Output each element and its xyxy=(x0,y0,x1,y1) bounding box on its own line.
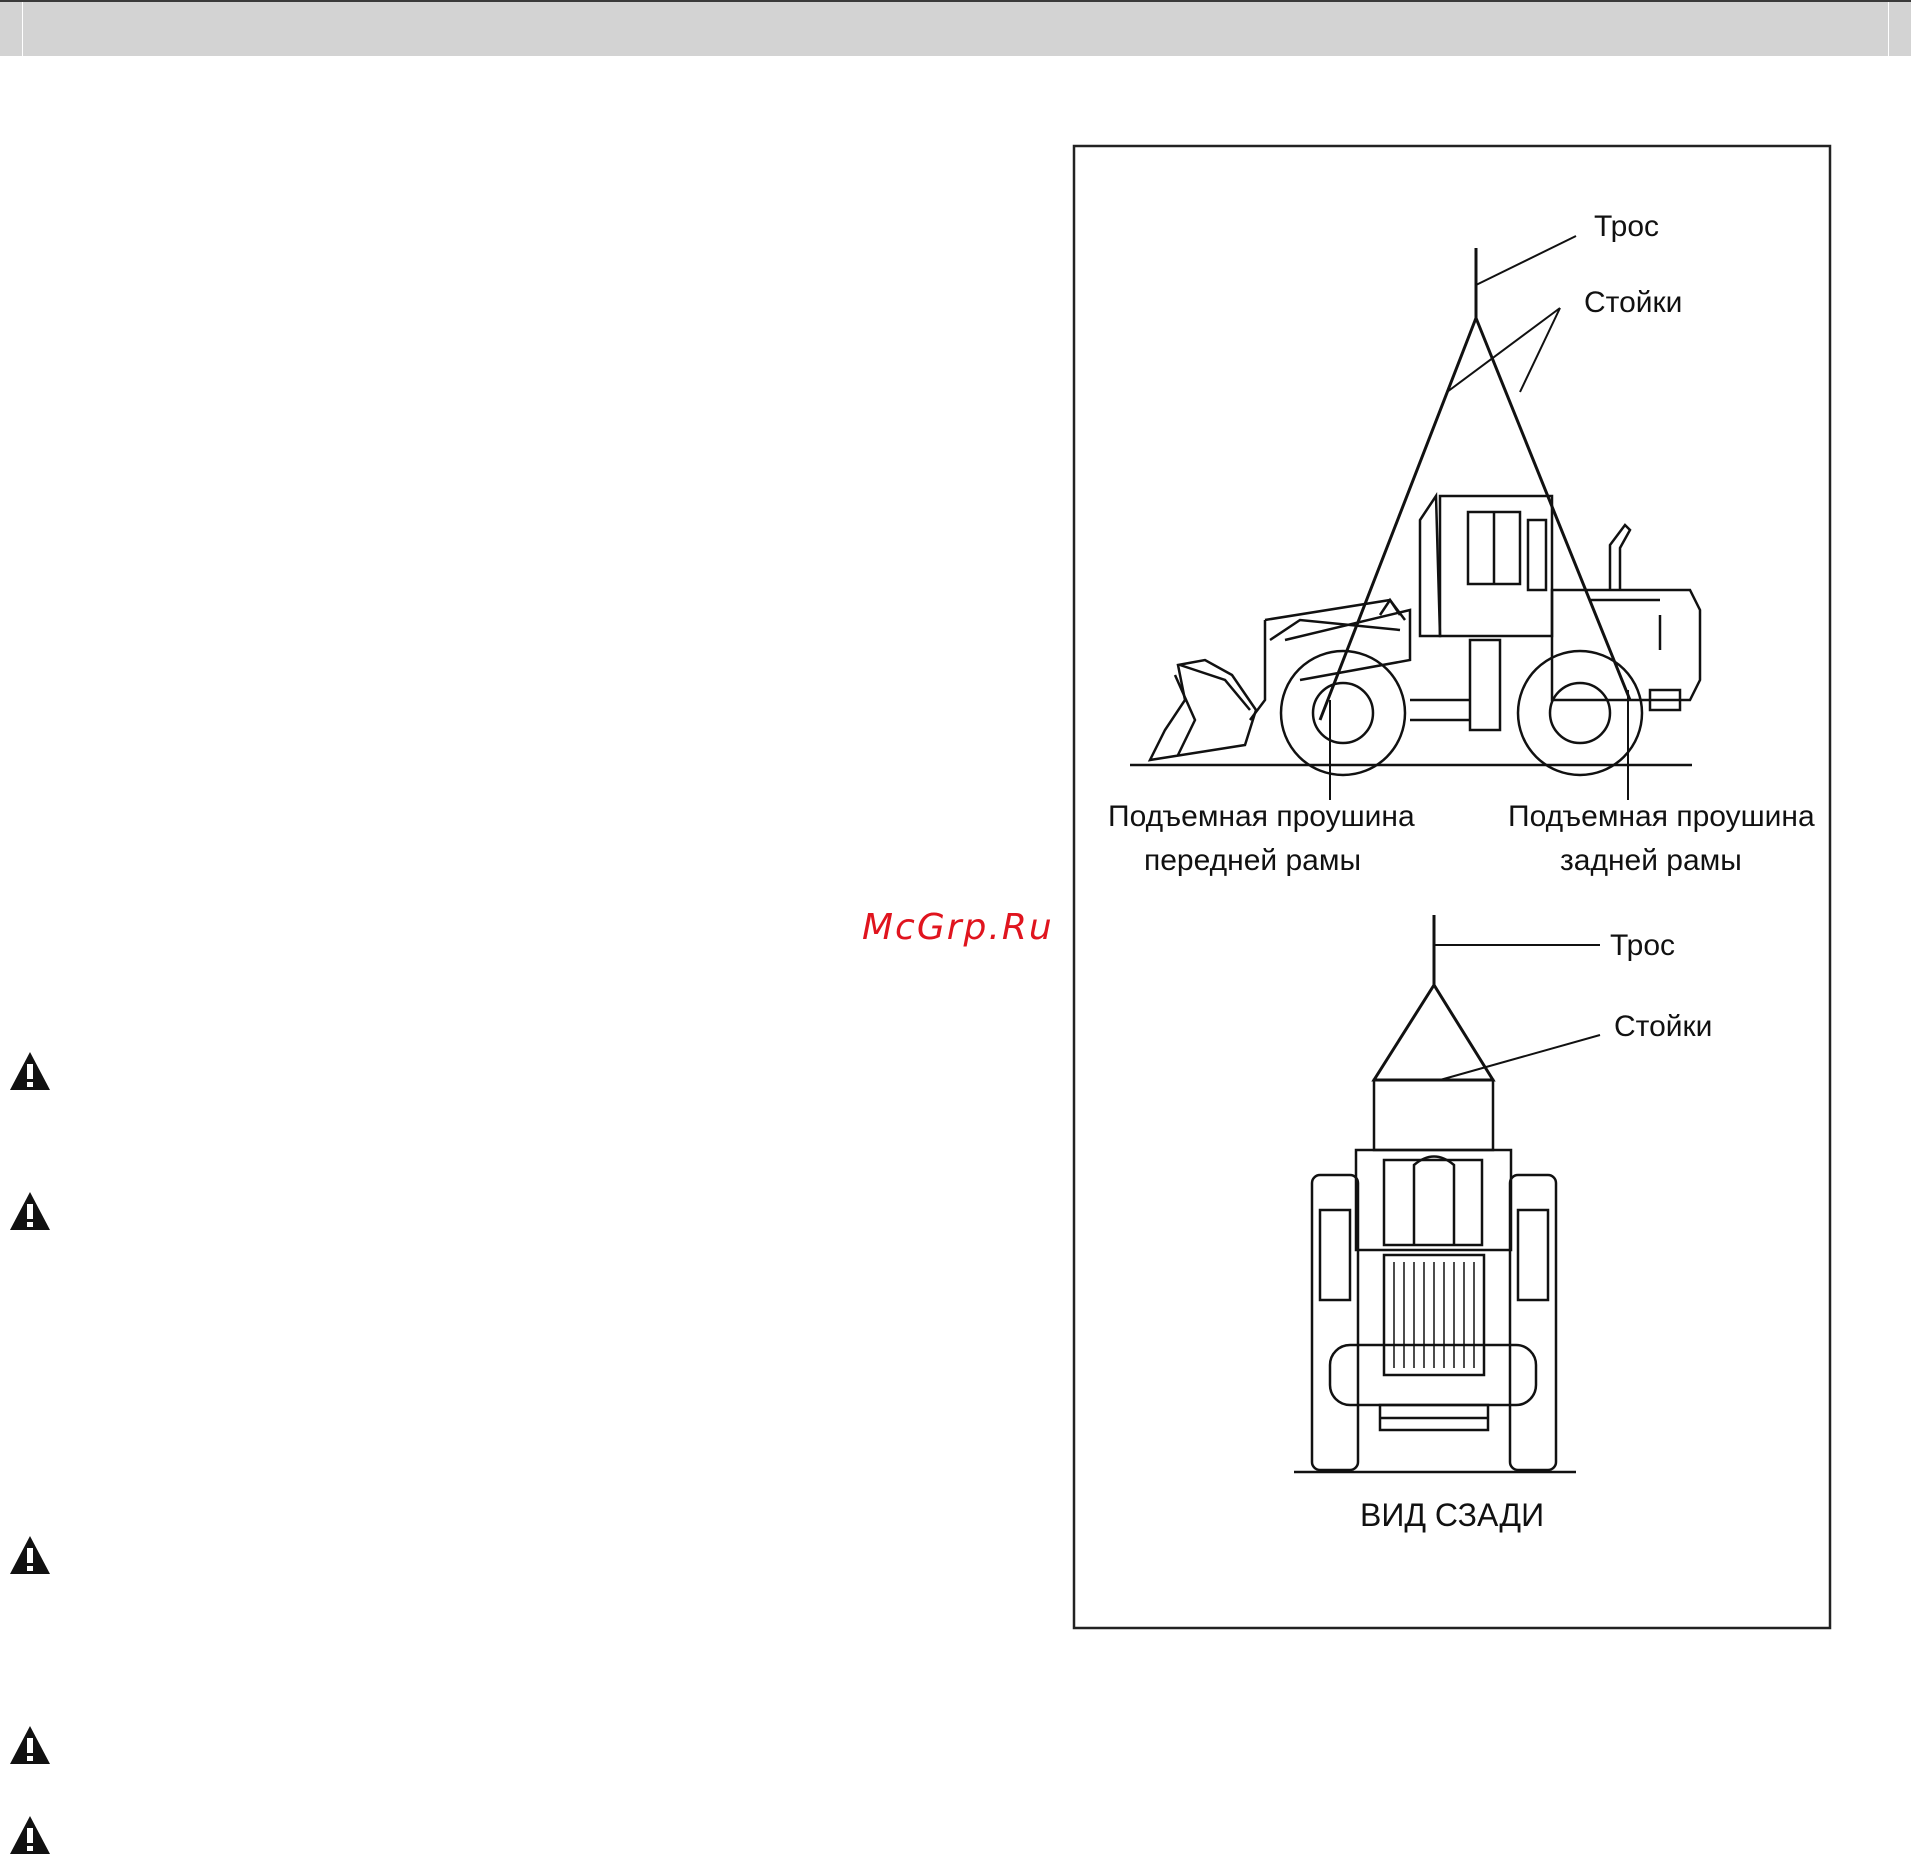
rear-struts xyxy=(1374,985,1493,1080)
warning-triangle-icon xyxy=(8,1050,52,1094)
loader-side-body xyxy=(1150,496,1700,775)
loader-rear-body xyxy=(1312,1080,1556,1470)
warning-triangle-icon xyxy=(8,1190,52,1234)
side-label-front-eye-2: передней рамы xyxy=(1144,844,1362,877)
side-label-struts: Стойки xyxy=(1584,286,1683,319)
figure-frame xyxy=(1074,146,1830,1628)
warning-triangle-icon xyxy=(8,1814,52,1858)
side-label-rear-eye-1: Подъемная проушина xyxy=(1508,800,1815,833)
header-right-mark xyxy=(1888,2,1889,56)
side-strut-front xyxy=(1320,318,1476,720)
header-left-mark xyxy=(22,2,23,56)
warning-triangle-icon xyxy=(8,1534,52,1578)
page-header-bar xyxy=(0,0,1911,56)
watermark: McGrp.Ru xyxy=(862,907,1054,948)
side-label-front-eye-1: Подъемная проушина xyxy=(1108,800,1415,833)
rear-view-caption: ВИД СЗАДИ xyxy=(1360,1497,1545,1533)
side-view xyxy=(1108,210,1815,877)
rear-view xyxy=(1294,915,1712,1533)
rear-label-struts: Стойки xyxy=(1614,1010,1713,1043)
rear-label-rope: Трос xyxy=(1610,929,1676,962)
warning-triangle-icon xyxy=(8,1724,52,1768)
side-strut-rear xyxy=(1476,318,1630,700)
side-label-rear-eye-2: задней рамы xyxy=(1560,844,1742,877)
side-label-rope: Трос xyxy=(1594,210,1660,243)
